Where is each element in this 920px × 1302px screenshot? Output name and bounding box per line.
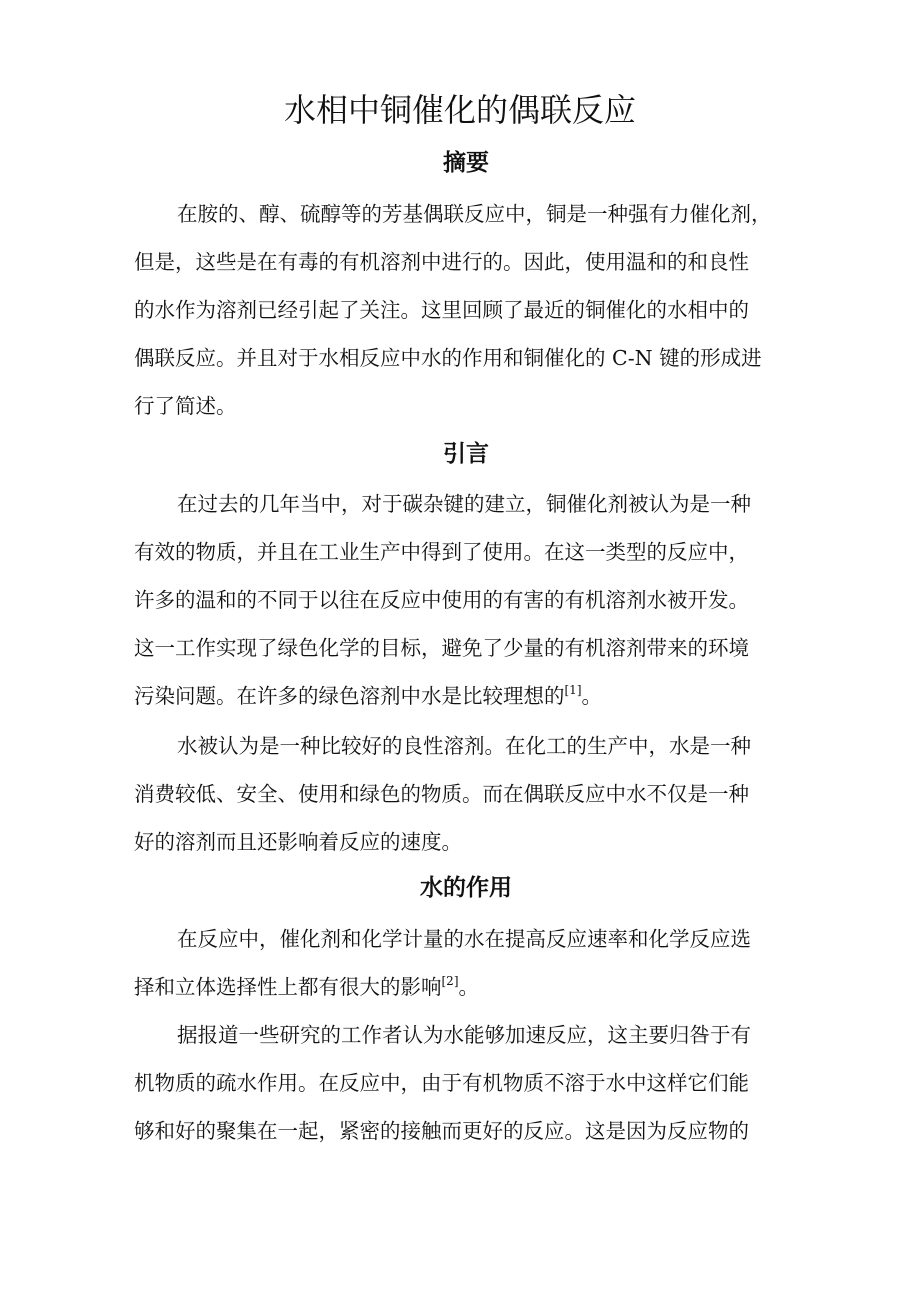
text-fragment: 。 <box>581 684 602 708</box>
text-line: 但是，这些是在有毒的有机溶剂中进行的。因此，使用温和的和良性 <box>134 250 749 274</box>
water-role-heading: 水的作用 <box>420 875 512 901</box>
text-line: 的水作为溶剂已经引起了关注。这里回顾了最近的铜催化的水相中的 <box>134 298 749 322</box>
water-role-paragraph-2 <box>134 1011 751 1155</box>
text-line: 机物质的疏水作用。在反应中，由于有机物质不溶于水中这样它们能 <box>134 1071 749 1095</box>
text-line: 水被认为是一种比较好的良性溶剂。在化工的生产中，水是一种 <box>177 734 751 758</box>
text-line: 偶联反应。并且对于水相反应中水的作用和铜催化的 C-N 键的形成进 <box>134 346 762 370</box>
text-line: 在过去的几年当中，对于碳杂键的建立，铜催化剂被认为是一种 <box>177 492 751 516</box>
text-line <box>134 963 751 1011</box>
text-fragment: 污染问题。在许多的绿色溶剂中水是比较理想的 <box>134 684 565 708</box>
intro-paragraph-2 <box>134 722 751 866</box>
intro-paragraph-1 <box>134 480 751 720</box>
text-fragment: 。 <box>458 975 479 999</box>
citation-ref-2: [2] <box>441 974 459 988</box>
abstract-heading: 摘要 <box>443 150 489 176</box>
abstract-paragraph <box>134 190 772 430</box>
citation-ref-1: [1] <box>564 683 582 697</box>
text-line: 行了简述。 <box>134 394 237 418</box>
text-fragment: 择和立体选择性上都有很大的影响 <box>134 975 442 999</box>
intro-heading: 引言 <box>443 441 489 467</box>
text-line: 有效的物质，并且在工业生产中得到了使用。在这一类型的反应中， <box>134 540 749 564</box>
water-role-paragraph-1 <box>134 915 751 1011</box>
text-line: 消费较低、安全、使用和绿色的物质。而在偶联反应中水不仅是一种 <box>134 782 749 806</box>
text-line: 在反应中，催化剂和化学计量的水在提高反应速率和化学反应选 <box>177 927 751 951</box>
text-line <box>134 672 751 720</box>
text-line: 在胺的、醇、硫醇等的芳基偶联反应中，铜是一种强有力催化剂， <box>177 202 772 226</box>
text-line: 好的溶剂而且还影响着反应的速度。 <box>134 830 462 854</box>
text-line: 够和好的聚集在一起，紧密的接触而更好的反应。这是因为反应物的 <box>134 1119 749 1143</box>
text-line: 据报道一些研究的工作者认为水能够加速反应，这主要归咎于有 <box>177 1023 751 1047</box>
text-line: 这一工作实现了绿色化学的目标，避免了少量的有机溶剂带来的环境 <box>134 636 749 660</box>
document-title: 水相中铜催化的偶联反应 <box>283 91 636 129</box>
text-line: 许多的温和的不同于以往在反应中使用的有害的有机溶剂水被开发。 <box>134 588 749 612</box>
